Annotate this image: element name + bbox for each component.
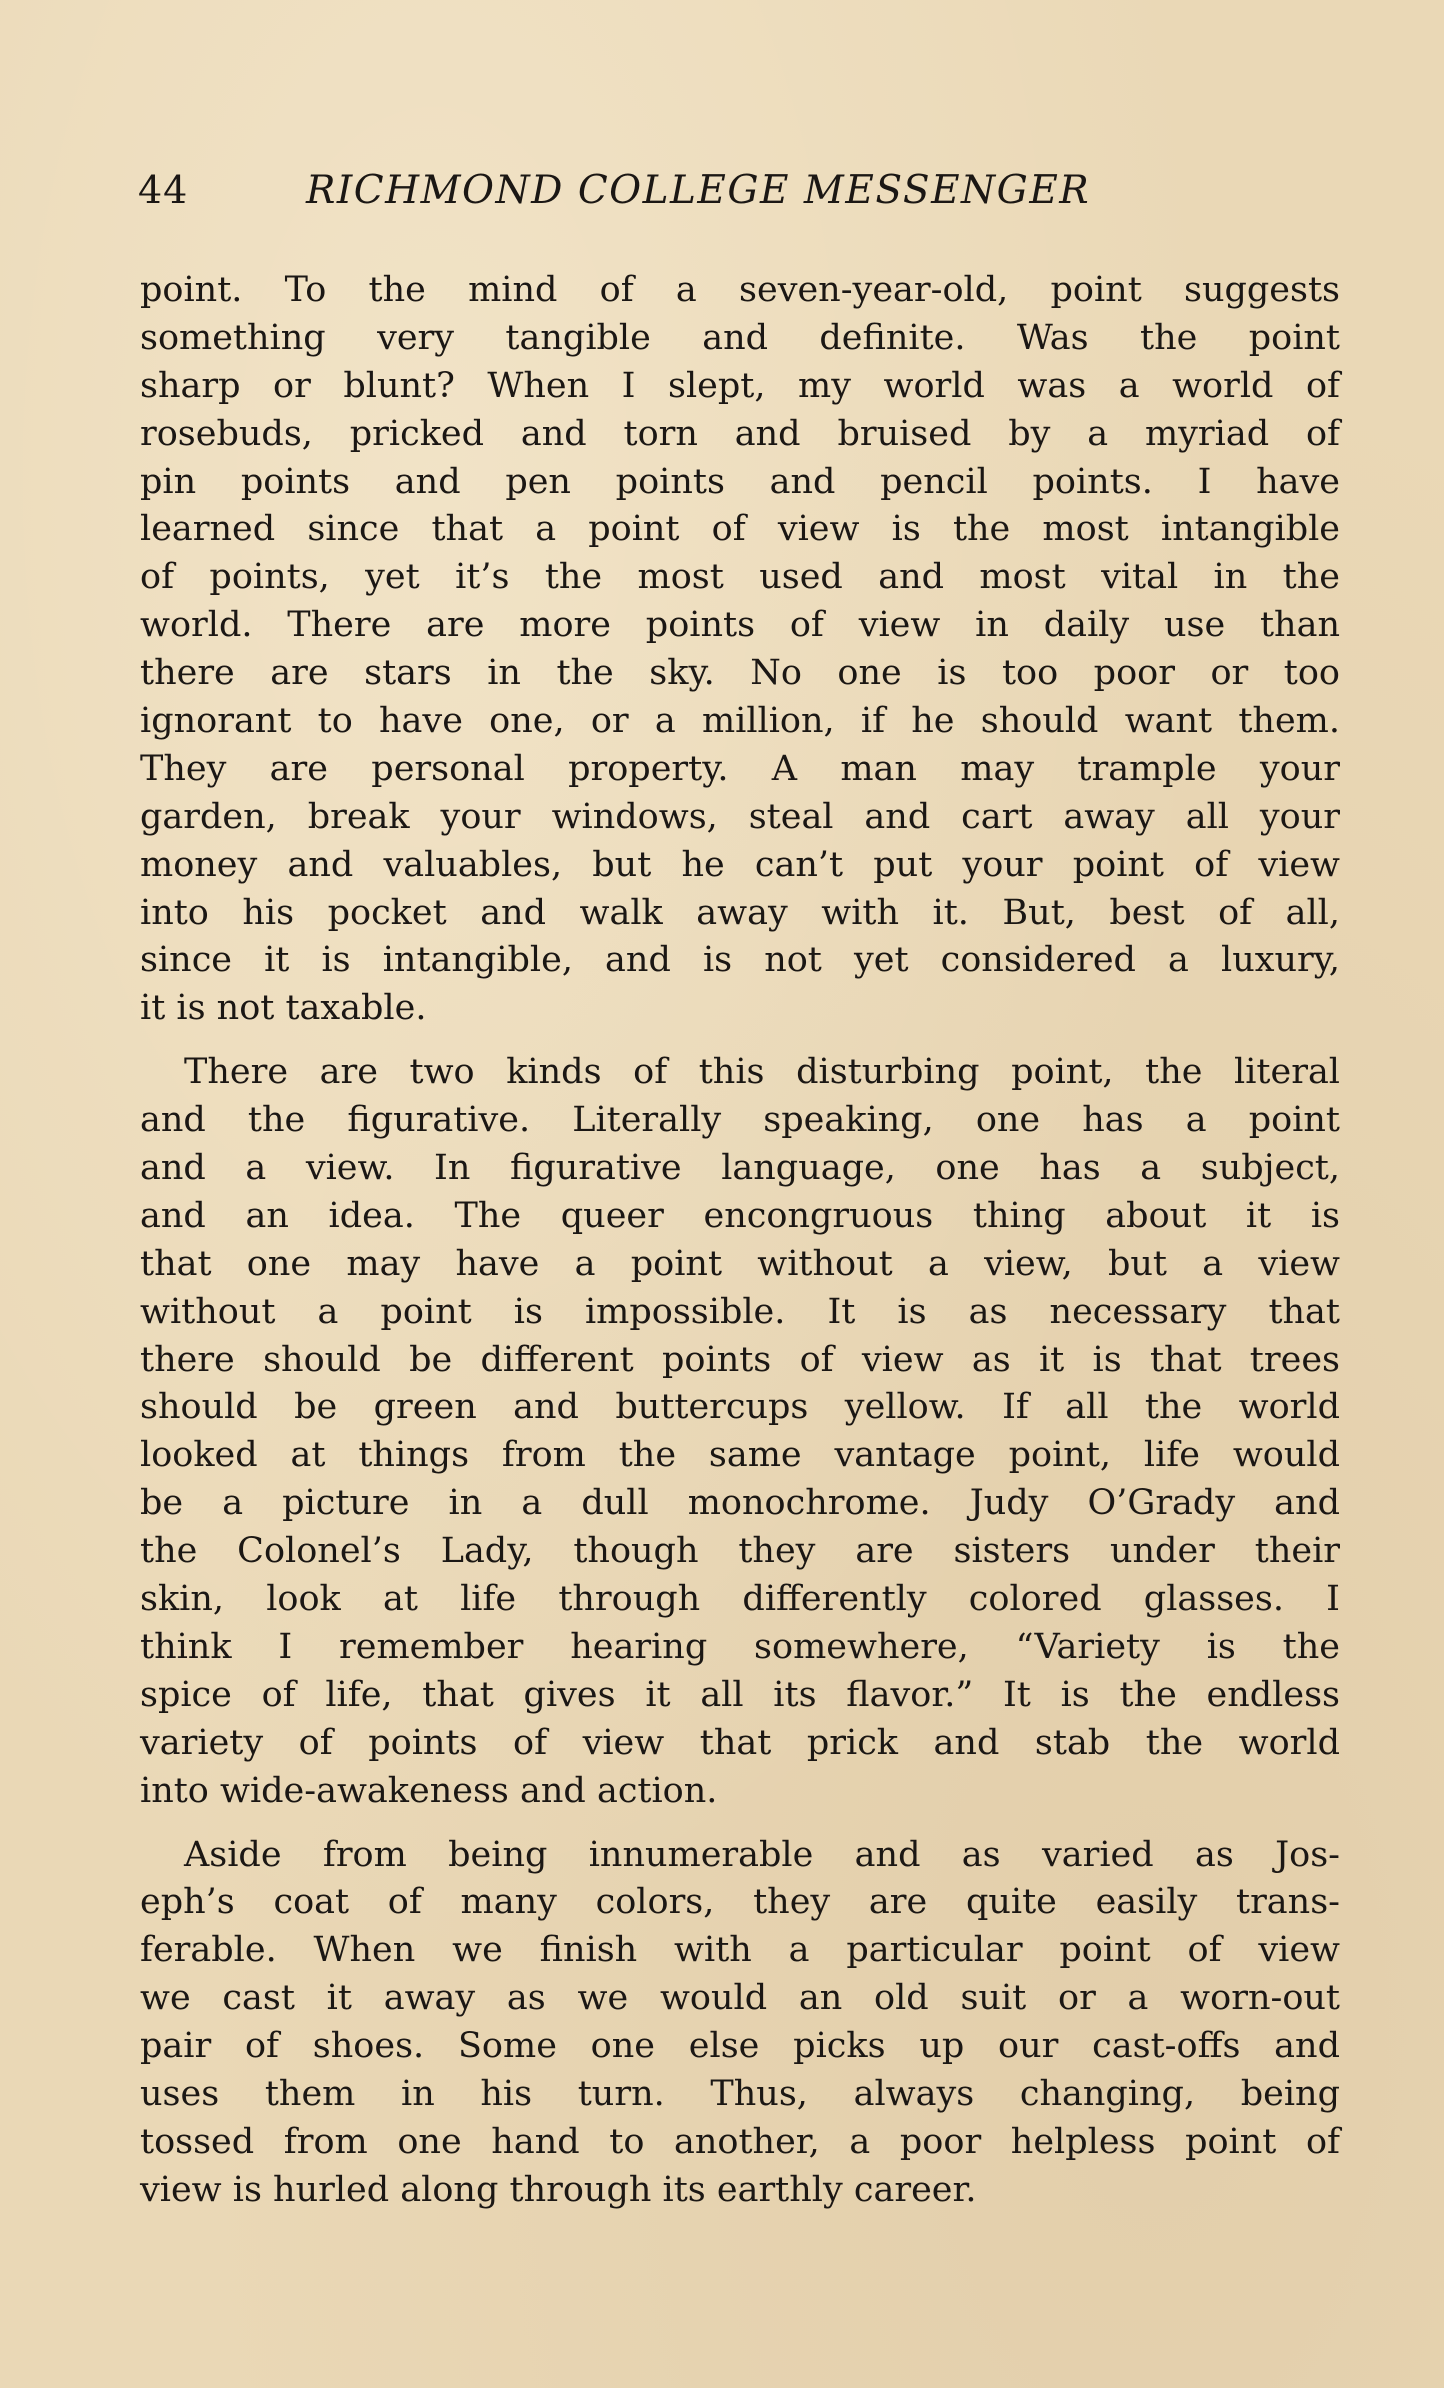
text-line: there should be different points of view as it is that trees — [140, 1339, 1340, 1380]
journal-title: RICHMOND COLLEGE MESSENGER — [306, 168, 1091, 213]
text-line: world. There are more points of view in daily use than — [140, 605, 1340, 646]
text-line: skin, look at life through differently colored glasses. I — [140, 1579, 1340, 1620]
text-line: think I remember hearing somewhere, “Variety is the — [140, 1626, 1340, 1667]
text-line: money and valuables, but he can’t put your point of view — [140, 844, 1340, 885]
text-line: of points, yet it’s the most used and most vital in the — [140, 557, 1340, 598]
text-line: there are stars in the sky. No one is too poor or too — [140, 653, 1340, 694]
text-line: view is hurled along through its earthly career. — [140, 2169, 977, 2210]
text-line: Aside from being innumerable and as varied as Jos- — [184, 1834, 1340, 1875]
text-line: uses them in his turn. Thus, always changing, being — [140, 2073, 1340, 2114]
paragraph-2 — [140, 1049, 1340, 1815]
text-line: it is not taxable. — [140, 988, 427, 1029]
text-line: learned since that a point of view is the most intangible — [140, 509, 1340, 550]
text-line: ferable. When we finish with a particular point of view — [140, 1930, 1340, 1971]
text-line: should be green and buttercups yellow. If all the world — [140, 1387, 1340, 1428]
text-line: and a view. In figurative language, one has a subject, — [140, 1148, 1340, 1189]
article-body — [140, 267, 1340, 2231]
text-line: without a point is impossible. It is as necessary that — [140, 1291, 1340, 1332]
text-line: and an idea. The queer encongruous thing about it is — [140, 1195, 1340, 1236]
text-line: into wide-awakeness and action. — [140, 1770, 718, 1811]
running-head — [138, 168, 1338, 228]
paragraph-3 — [140, 1832, 1340, 2215]
text-line: point. To the mind of a seven-year-old, point suggests — [140, 270, 1340, 310]
page-number: 44 — [138, 168, 189, 212]
text-line: pin points and pen points and pencil points. I have — [140, 461, 1340, 502]
text-line: eph’s coat of many colors, they are quite easily trans- — [140, 1882, 1340, 1923]
text-line: pair of shoes. Some one else picks up our cast-offs and — [140, 2026, 1340, 2067]
text-line: spice of life, that gives it all its flavor.” It is the endless — [140, 1674, 1340, 1715]
text-line: that one may have a point without a view, but a view — [140, 1243, 1340, 1284]
text-line: we cast it away as we would an old suit or a worn-out — [140, 1978, 1340, 2019]
text-line: garden, break your windows, steal and cart away all your — [140, 796, 1340, 837]
text-line: looked at things from the same vantage point, life would — [140, 1435, 1340, 1476]
text-line: They are personal property. A man may trample your — [140, 748, 1340, 789]
paragraph-1 — [140, 267, 1340, 1033]
text-line: something very tangible and definite. Was the point — [140, 317, 1340, 358]
text-line: since it is intangible, and is not yet considered a luxury, — [140, 940, 1340, 981]
text-line: be a picture in a dull monochrome. Judy O’Grady and — [140, 1483, 1340, 1524]
text-line: tossed from one hand to another, a poor helpless point of — [140, 2121, 1340, 2162]
text-line: and the figurative. Literally speaking, one has a point — [140, 1100, 1340, 1141]
text-line: into his pocket and walk away with it. But, best of all, — [140, 892, 1340, 933]
text-line: rosebuds, pricked and torn and bruised by a myriad of — [140, 413, 1340, 454]
text-line: variety of points of view that prick and stab the world — [140, 1722, 1340, 1763]
text-line: sharp or blunt? When I slept, my world was a world of — [140, 365, 1340, 406]
text-line: ignorant to have one, or a million, if he should want them. — [140, 701, 1340, 742]
text-line: There are two kinds of this disturbing point, the literal — [184, 1052, 1340, 1093]
text-line: the Colonel’s Lady, though they are sisters under their — [140, 1531, 1340, 1572]
